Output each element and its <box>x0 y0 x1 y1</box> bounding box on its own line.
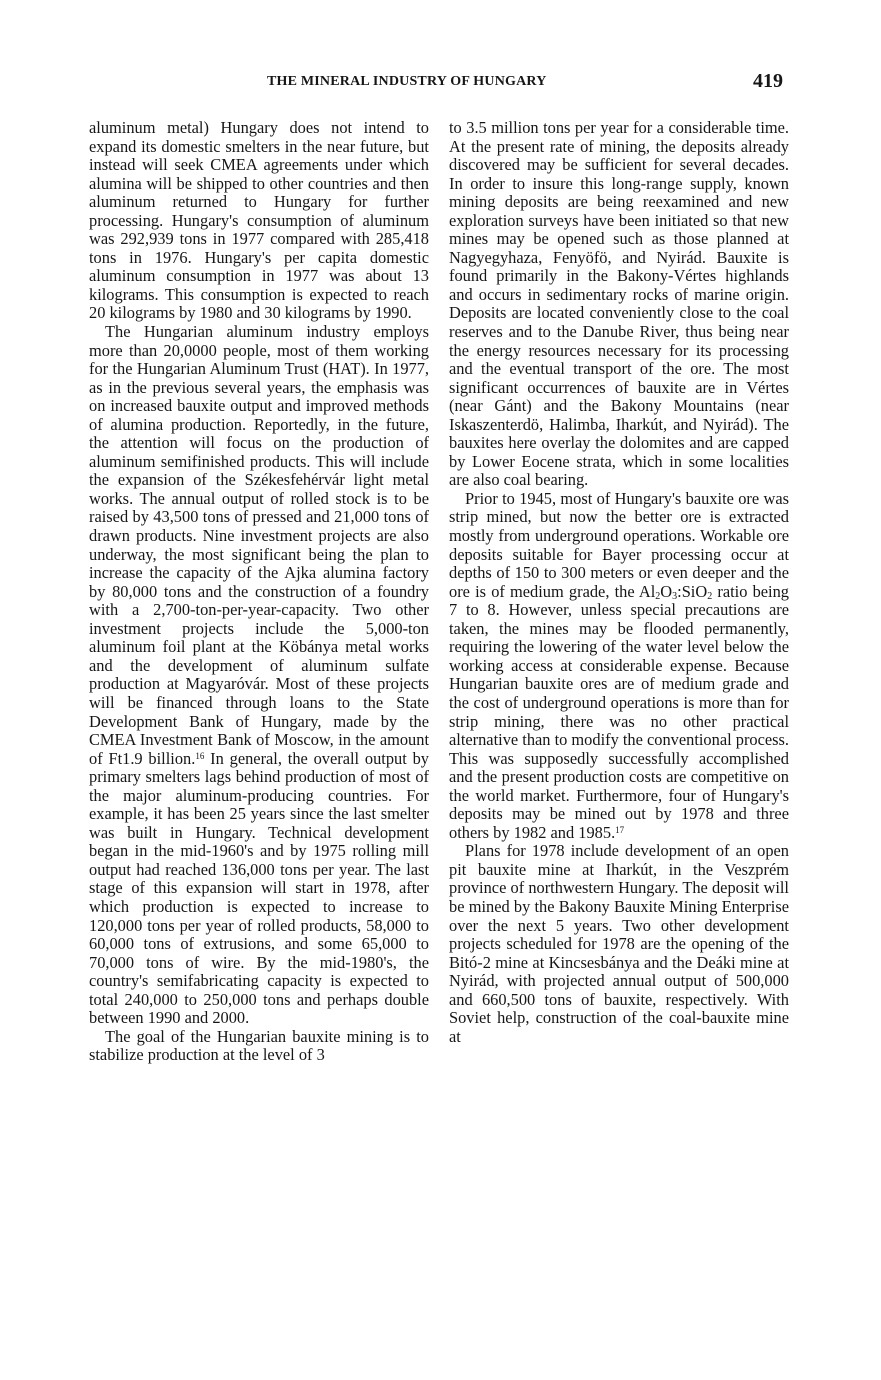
right-column <box>449 119 789 1046</box>
paragraph-bauxite-goal: The goal of the Hungarian bauxite mining is to stabilize production at the level of 3 <box>89 1026 429 1065</box>
paragraph-aluminum-industry <box>89 323 429 1028</box>
paragraph-text: ratio being 7 to 8. However, unless special precautions are taken, the mines may be flooded permanently, requiring the lowering of the water level below the working access at considerable expense. Because Hungarian bauxite ores are of medium grade and the cost of underground operations is more than for strip mining, there was no other practical alternative than to modify the conventional process. This was supposedly successfully accomplished and the present production costs are competitive on the world market. Furthermore, four of Hungary's deposits may be mined out by 1978 and three others by 1982 and 1985. <box>449 581 790 842</box>
paragraph-bauxite-deposits: to 3.5 million tons per year for a considerable time. At the present rate of mining, the deposits already discovered may be sufficient for several decades. In order to insure this long-range supply, known mining deposits are being reexamined and new exploration surveys have been initiated so that new mines may be opened such as those planned at Nagyegyhaza, Fenyöfö, and Nyirád. Bauxite is found primarily in the Bakony-Vértes highlands and occurs in sedimentary rocks of marine origin. Deposits are located conveniently close to the coal reserves and to the Danube River, thus being near the energy resources necessary for its processing and the eventual transport of the ore. The most significant occurrences of bauxite are in Vértes (near Gánt) and the Bakony Mountains (near Iskaszenterdö, Halimba, Iharkút, and Nyirád). The bauxites here overlay the dolomites and are capped by Lower Eocene strata, which in some localities are also coal bearing. <box>449 118 789 490</box>
paragraph-text: :SiO <box>677 581 708 601</box>
footnote-ref-17: 17 <box>615 824 625 835</box>
left-column <box>89 119 429 1065</box>
subscript: 2 <box>655 590 661 602</box>
page-number: 419 <box>753 70 783 92</box>
subscript: 3 <box>672 590 678 602</box>
running-title: THE MINERAL INDUSTRY OF HUNGARY <box>267 74 547 89</box>
paragraph-aluminum-consumption: aluminum metal) Hungary does not intend to expand its domestic smelters in the near future, but instead will seek CMEA agreements under which alumina will be shipped to other countries and then aluminum returned to Hungary for further processing. Hungary's consumption of aluminum was 292,939 tons in 1977 compared with 285,418 tons in 1976. Hungary's per capita domestic aluminum consumption in 1977 was about 13 kilograms. This consumption is expected to reach 20 kilograms by 1980 and 30 kilograms by 1990. <box>89 118 429 323</box>
paragraph-plans-1978: Plans for 1978 include development of an open pit bauxite mine at Iharkút, in the Veszprém province of northwestern Hungary. The deposit will be mined by the Bakony Bauxite Mining Enterprise over the next 5 years. Two other development projects scheduled for 1978 are the opening of the Bitó-2 mine at Kincsesbánya and the Deáki mine at Nyirád, with projected annual output of 500,000 and 660,500 tons of bauxite, respectively. With Soviet help, construction of the coal-bauxite mine at <box>449 841 789 1046</box>
paragraph-text: In general, the overall output by primary smelters lags behind production of most of the major aluminum-producing countries. For example, it has been 25 years since the last smelter was built in Hungary. Technical development began in the mid-1960's and by 1975 rolling mill output had reached 136,000 tons per year. The last stage of this expansion will start in 1978, after which production is expected to increase to 120,000 tons per year of rolled products, 58,000 to 60,000 tons of extrusions, and some 65,000 to 70,000 tons of wire. By the mid-1980's, the country's semifabricating capacity is expected to total 240,000 to 250,000 tons and perhaps double between 1990 and 2000. <box>89 748 430 1028</box>
paragraph-text: O <box>660 581 673 601</box>
paragraph-text: The Hungarian aluminum industry employs more than 20,0000 people, most of them working for the Hungarian Aluminum Trust (HAT). In 1977, as in the previous several years, the emphasis was on increased bauxite output and improved methods of alumina production. Reportedly, in the future, the attention will focus on the production of aluminum semifinished products. This will include the expansion of the Székesfehérvár light metal works. The annual output of rolled stock is to be raised by 43,500 tons of pressed and 21,000 tons of drawn products. Nine investment projects are also underway, the most significant being the plan to increase the capacity of the Ajka alumina factory by 80,000 tons and the construction of a foundry with a 2,700-ton-per-year-capacity. Two other investment projects include the 5,000-ton aluminum foil plant at the Köbánya metal works and the development of aluminum sulfate production at Magyaróvár. Most of these projects will be financed through loans to the State Development Bank of Hungary, made by the CMEA Investment Bank of Moscow, in the amount of Ft1.9 billion. <box>89 322 429 768</box>
paragraph-text: Prior to 1945, most of Hungary's bauxite ore was strip mined, but now the better ore is extracted mostly from underground operations. Workable ore deposits suitable for Bayer processing occur at depths of 150 to 300 meters or even deeper and the ore is of medium grade, the Al <box>449 488 789 601</box>
subscript: 2 <box>707 590 713 602</box>
paragraph-bauxite-mining <box>449 490 789 842</box>
footnote-ref-16: 16 <box>195 750 205 761</box>
